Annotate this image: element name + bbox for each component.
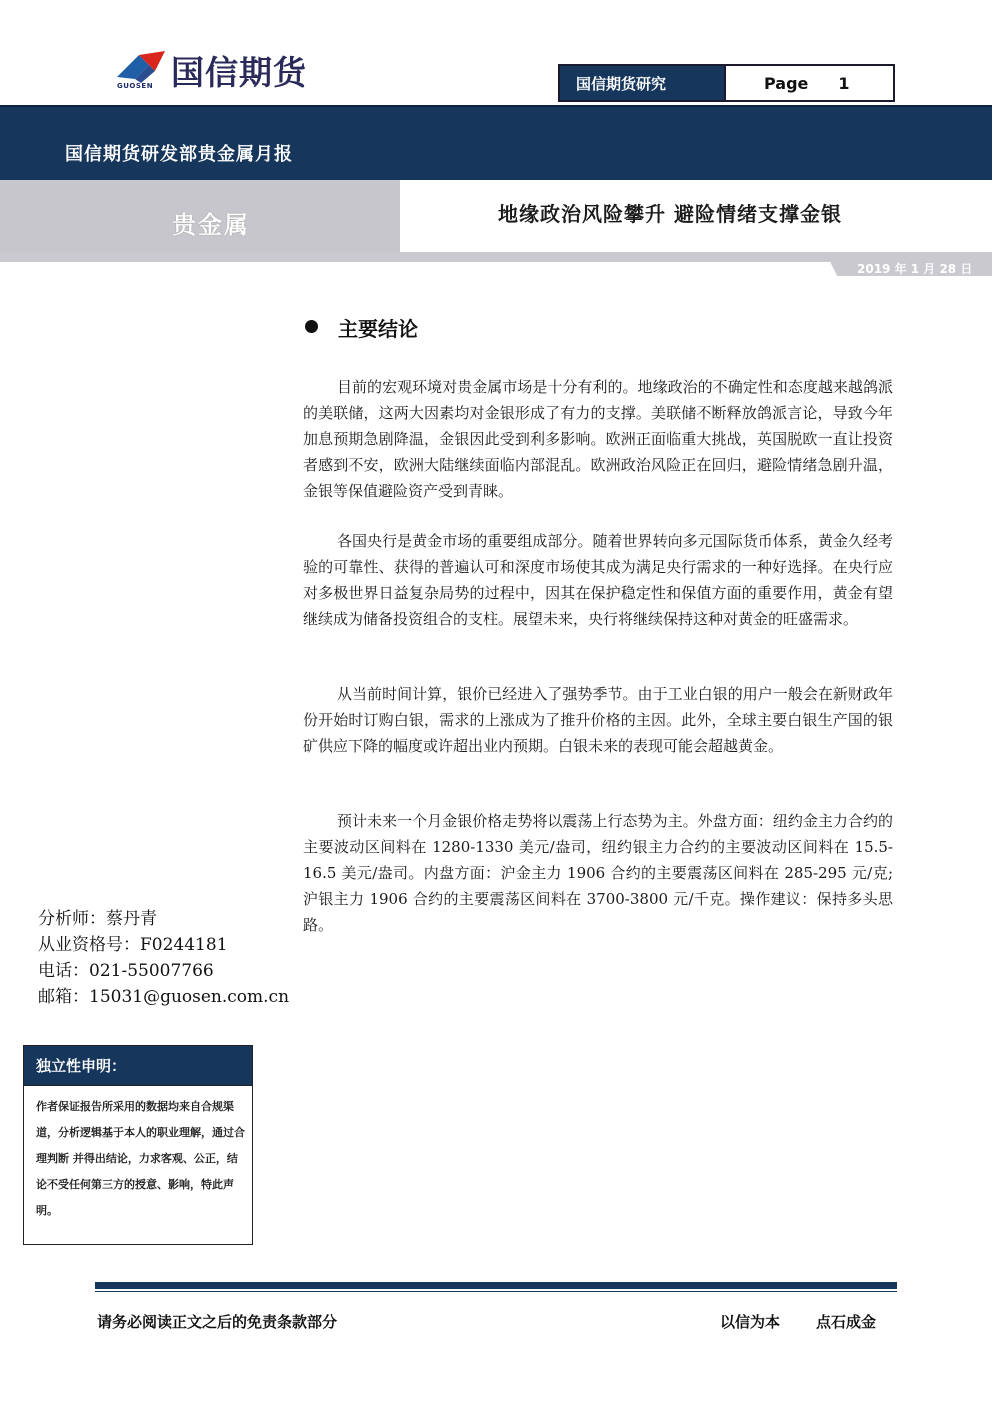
section-title: 主要结论: [338, 317, 418, 341]
analyst-license: 从业资格号：F0244181: [38, 935, 228, 955]
logo-name: 国信期货: [171, 53, 307, 92]
footer-disclaimer: 请务必阅读正文之后的免责条款部分: [97, 1313, 338, 1331]
page-indicator: [726, 66, 893, 100]
footer-divider: [95, 1282, 897, 1289]
report-title: 国信期货研发部贵金属月报: [65, 144, 293, 165]
footer-slogan-1: 以信为本: [720, 1313, 781, 1331]
analyst-email: 邮箱：15031@guosen.com.cn: [38, 987, 290, 1007]
analyst-phone: 电话：021-55007766: [38, 961, 214, 981]
independence-text: 作者保证报告所采用的数据均来自合规渠道，分析逻辑基于本人的职业理解，通过合理判断 并得出结论，力求客观、公正，结论不受任何第三方的授意、影响，特此声明。: [36, 1100, 245, 1217]
footer-divider-thin: [95, 1291, 897, 1292]
analyst-name: 分析师：蔡丹青: [38, 909, 157, 929]
headline: 地缘政治风险攀升 避险情绪支撑金银: [498, 202, 842, 226]
footer-slogan-2: 点石成金: [816, 1313, 877, 1331]
company-logo: [115, 45, 345, 95]
footer-slogan: [720, 1311, 876, 1332]
bullet-icon: [305, 320, 318, 333]
category-label: 贵金属: [172, 211, 250, 239]
page-label: Page: [764, 73, 809, 93]
paragraph: 目前的宏观环境对贵金属市场是十分有利的。地缘政治的不确定性和态度越来越鸽派的美联储，这两大因素均对金银形成了有力的支撑。美联储不断释放鸽派言论，导致今年加息预期急剧降温，金银因此受到利多影响。欧洲正面临重大挑战，英国脱欧一直让投资者感到不安，欧洲大陆继续面临内部混乱。欧洲政治风险正在回归，避险情绪急剧升温，金银等保值避险资产受到青睐。: [303, 378, 893, 500]
paragraph: 预计未来一个月金银价格走势将以震荡上行态势为主。外盘方面：纽约金主力合约的主要波动区间料在 1280-1330 美元/盎司，纽约银主力合约的主要波动区间料在 15.5-16.5 美元/盎司。内盘方面：沪金主力 1906 合约的主要震荡区间料在 285-295 元/克;沪银主力 1906 合约的主要震荡区间料在 3700-3800 元/千克。操作建议：保持多头思路。: [303, 812, 893, 934]
independence-title: 独立性申明：: [24, 1046, 252, 1086]
date-strip: [0, 252, 992, 262]
logo-sub: GUOSEN: [117, 82, 154, 90]
page-number: 1: [838, 73, 850, 93]
paragraph: 各国央行是黄金市场的重要组成部分。随着世界转向多元国际货币体系，黄金久经考验的可靠性、获得的普遍认可和深度市场使其成为满足央行需求的一种好选择。在央行应对多极世界日益复杂局势的过程中，因其在保护稳定性和保值方面的重要作用，黄金有望继续成为储备投资组合的支柱。展望未来，央行将继续保持这种对黄金的旺盛需求。: [303, 532, 893, 628]
report-date: 2019 年 1 月 28 日: [857, 262, 973, 276]
research-label: 国信期货研究: [560, 66, 726, 100]
paragraph: 从当前时间计算，银价已经进入了强势季节。由于工业白银的用户一般会在新财政年份开始时订购白银，需求的上涨成为了推升价格的主因。此外，全球主要白银生产国的银矿供应下降的幅度或许超出业内预期。白银未来的表现可能会超越黄金。: [303, 685, 893, 755]
header-research-box: [558, 64, 895, 102]
independence-statement: [23, 1045, 253, 1245]
analyst-info: [38, 906, 289, 1010]
